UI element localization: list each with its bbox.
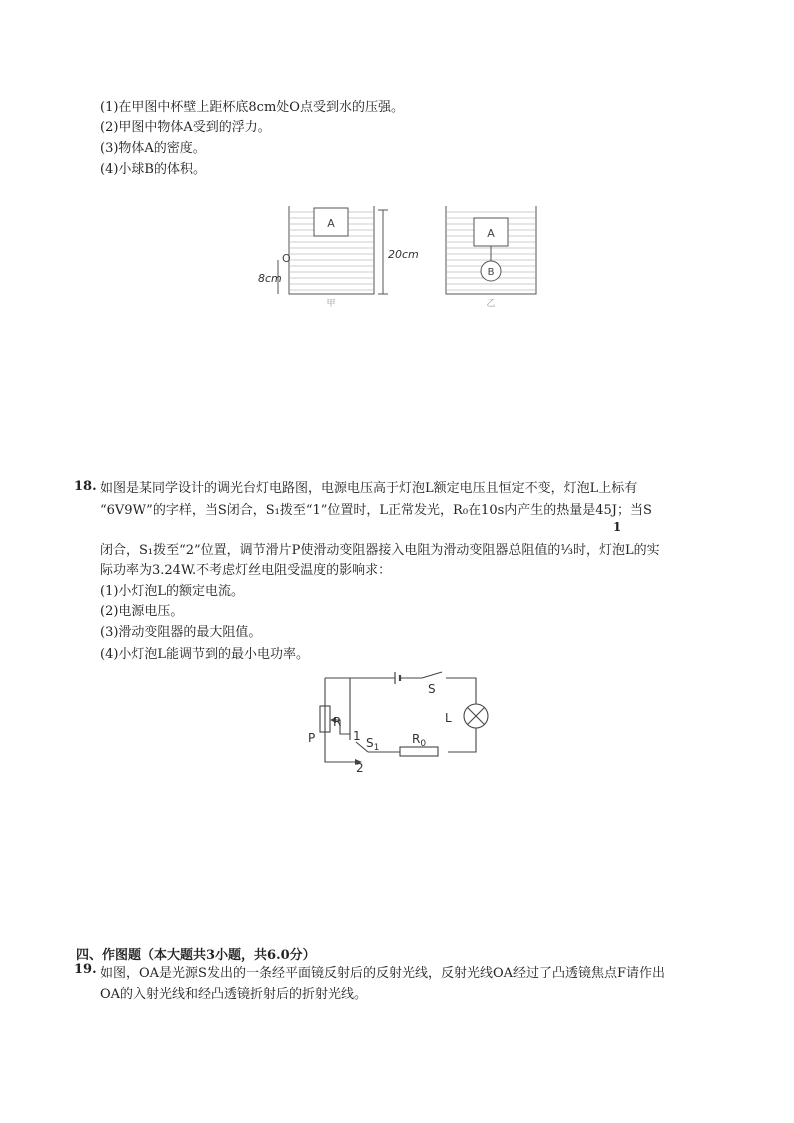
ball-b-label: B bbox=[487, 267, 495, 278]
q17-part-2: (2)甲图中物体A受到的浮力。 bbox=[100, 120, 271, 135]
label-p: P bbox=[308, 731, 316, 745]
q18-part-3: (3)滑动变阻器的最大阻值。 bbox=[100, 625, 262, 640]
caption-jia: 甲 bbox=[326, 299, 336, 308]
label-contact-2: 2 bbox=[356, 761, 364, 775]
q18-line-3: 闭合，S₁拨至“2”位置，调节滑片P使滑动变阻器接入电阻为滑动变阻器总阻值的⅓时，灯泡L的实 bbox=[100, 543, 660, 558]
q17-part-4: (4)小球B的体积。 bbox=[100, 162, 206, 177]
q18-line-4: 际功率为3.24W.不考虑灯丝电阻受温度的影响求： bbox=[100, 563, 392, 578]
q17-part-1: (1)在甲图中杯壁上距杯底8cm处O点受到水的压强。 bbox=[100, 100, 404, 115]
label-l: L bbox=[445, 711, 452, 725]
caption-yi: 乙 bbox=[486, 299, 496, 308]
label-r: R bbox=[333, 715, 342, 729]
q18-number: 18. bbox=[74, 479, 97, 494]
q18-circuit-diagram bbox=[300, 670, 500, 780]
q19-line-1: 如图，OA是光源S发出的一条经平面镜反射后的反射光线，反射光线OA经过了凸透镜焦点F请作出 bbox=[100, 966, 666, 981]
q18-part-1: (1)小灯泡L的额定电流。 bbox=[100, 584, 245, 599]
dim-8cm: 8cm bbox=[258, 272, 282, 285]
dim-20cm: 20cm bbox=[388, 248, 419, 261]
point-o-label: O bbox=[282, 252, 291, 265]
label-r0: $R_0$ bbox=[412, 732, 427, 749]
q19-number: 19. bbox=[74, 962, 97, 977]
q19-line-2: OA的入射光线和经凸透镜折射后的折射光线。 bbox=[100, 987, 368, 1002]
section-4-title: 四、作图题（本大题共3小题，共6.0分） bbox=[76, 948, 316, 963]
block-a-label: A bbox=[327, 217, 335, 230]
q18-line-2: “6V9W”的字样，当S闭合，S₁拨至“1”位置时，L正常发光，R₀在10s内产生的热量是45J；当S bbox=[100, 503, 652, 518]
q17-part-3: (3)物体A的密度。 bbox=[100, 141, 206, 156]
label-s1: $S_1$ bbox=[366, 736, 380, 753]
beaker-right bbox=[446, 206, 536, 294]
q18-part-4: (4)小灯泡L能调节到的最小电功率。 bbox=[100, 647, 310, 662]
switch-s bbox=[422, 672, 442, 678]
q18-frac-num: 1 bbox=[612, 520, 622, 534]
label-s: S bbox=[428, 682, 436, 696]
label-contact-1: 1 bbox=[353, 729, 361, 743]
block-a-right-label: A bbox=[487, 227, 495, 240]
q17-beaker-figure bbox=[250, 198, 550, 308]
q18-line-1: 如图是某同学设计的调光台灯电路图，电源电压高于灯泡L额定电压且恒定不变，灯泡L上标有 bbox=[100, 481, 638, 496]
q18-part-2: (2)电源电压。 bbox=[100, 604, 184, 619]
resistor-r0 bbox=[400, 747, 438, 756]
